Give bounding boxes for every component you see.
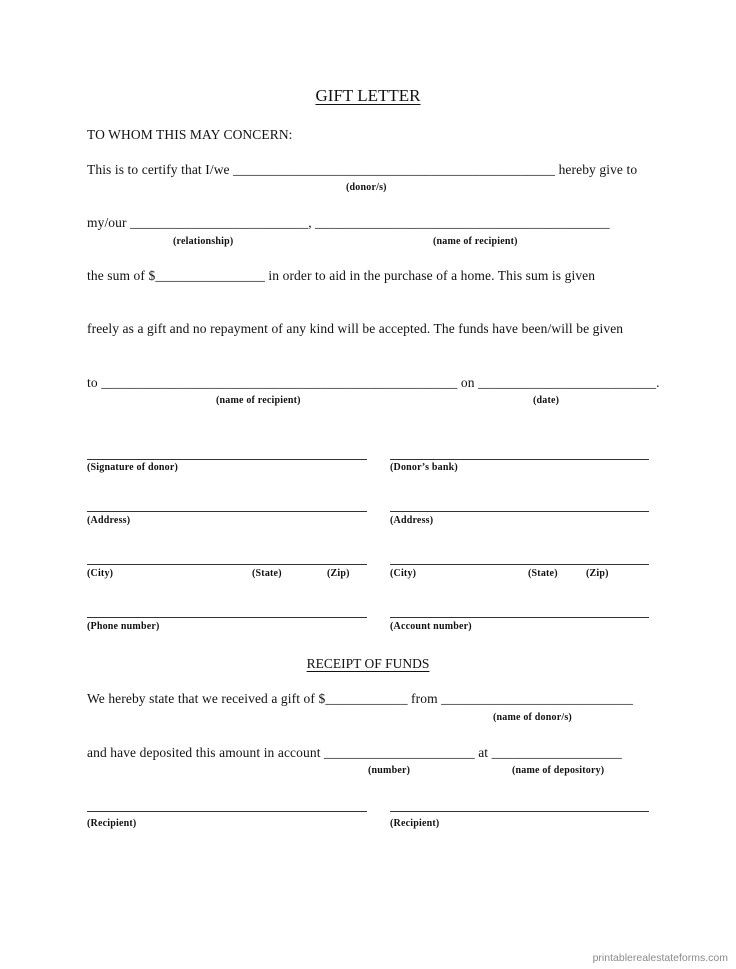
certify-suffix: hereby give to [558,162,638,177]
address-right-label: (Address) [390,515,434,526]
signature-line[interactable] [87,459,367,460]
signature-label: (Signature of donor) [87,462,179,473]
certify-prefix: This is to certify that I/we [87,162,230,177]
recipient-right-line[interactable] [390,811,649,812]
document-title: GIFT LETTER [315,86,421,105]
account-line[interactable] [390,617,649,618]
address-left-label: (Address) [87,515,131,526]
phone-line[interactable] [87,617,367,618]
receipt-title: RECEIPT OF FUNDS [306,656,430,671]
account-number-blank[interactable]: ______________________ [324,745,475,760]
sum-suffix: in order to aid in the purchase of a home. This sum is given [268,268,596,283]
to-prefix: to [87,375,98,390]
city-right-line[interactable] [390,564,649,565]
city-left-line[interactable] [87,564,367,565]
relationship-blank[interactable]: __________________________, [130,215,312,230]
donor-name-label: (name of donor/s) [493,712,572,723]
state-left-label: (State) [252,568,282,579]
receipt-gift-blank[interactable]: ____________ [325,691,408,706]
state-right-label: (State) [528,568,558,579]
recipient-left-label: (Recipient) [87,818,137,829]
number-label: (number) [368,765,411,776]
relationship-prefix: my/our [87,215,127,230]
footer-watermark: printablerealestateforms.com [592,952,728,964]
recipient-name-label: (name of recipient) [433,236,518,247]
donor-blank[interactable]: _______________________________________________ [233,162,556,177]
from-word: from [411,691,438,706]
recipient-right-label: (Recipient) [390,818,440,829]
gift-line: freely as a gift and no repayment of any kind will be accepted. The funds have been/will be given [87,321,624,336]
relationship-label: (relationship) [173,236,234,247]
sum-line [87,268,595,284]
phone-label: (Phone number) [87,621,160,632]
donor-label: (donor/s) [346,182,387,193]
at-word: at [478,745,489,760]
city-right-label: (City) [390,568,417,579]
recipient-left-line[interactable] [87,811,367,812]
to-recipient-blank[interactable]: ____________________________________________________ [101,375,458,390]
from-blank[interactable]: ____________________________ [441,691,633,706]
certify-line [87,162,637,178]
recipient-name-blank[interactable]: ___________________________________________ [315,215,610,230]
deposit-line [87,745,622,761]
address-right-line[interactable] [390,511,649,512]
sum-blank[interactable]: ________________ [155,268,265,283]
donors-bank-line[interactable] [390,459,649,460]
relationship-line [87,215,610,231]
depository-label: (name of depository) [512,765,605,776]
donors-bank-label: (Donor’s bank) [390,462,458,473]
account-label: (Account number) [390,621,472,632]
depository-blank[interactable]: ___________________ [491,745,622,760]
date-label: (date) [533,395,560,406]
receipt-gift-line [87,691,633,707]
to-recipient-label: (name of recipient) [216,395,301,406]
salutation: TO WHOM THIS MAY CONCERN: [87,127,293,142]
zip-right-label: (Zip) [586,568,609,579]
zip-left-label: (Zip) [327,568,350,579]
city-left-label: (City) [87,568,114,579]
to-line [87,375,660,391]
deposit-prefix: and have deposited this amount in account [87,745,321,760]
sum-prefix: the sum of $ [87,268,156,283]
date-blank[interactable]: __________________________. [478,375,660,390]
receipt-gift-prefix: We hereby state that we received a gift of $ [87,691,326,706]
address-left-line[interactable] [87,511,367,512]
on-word: on [460,375,475,390]
